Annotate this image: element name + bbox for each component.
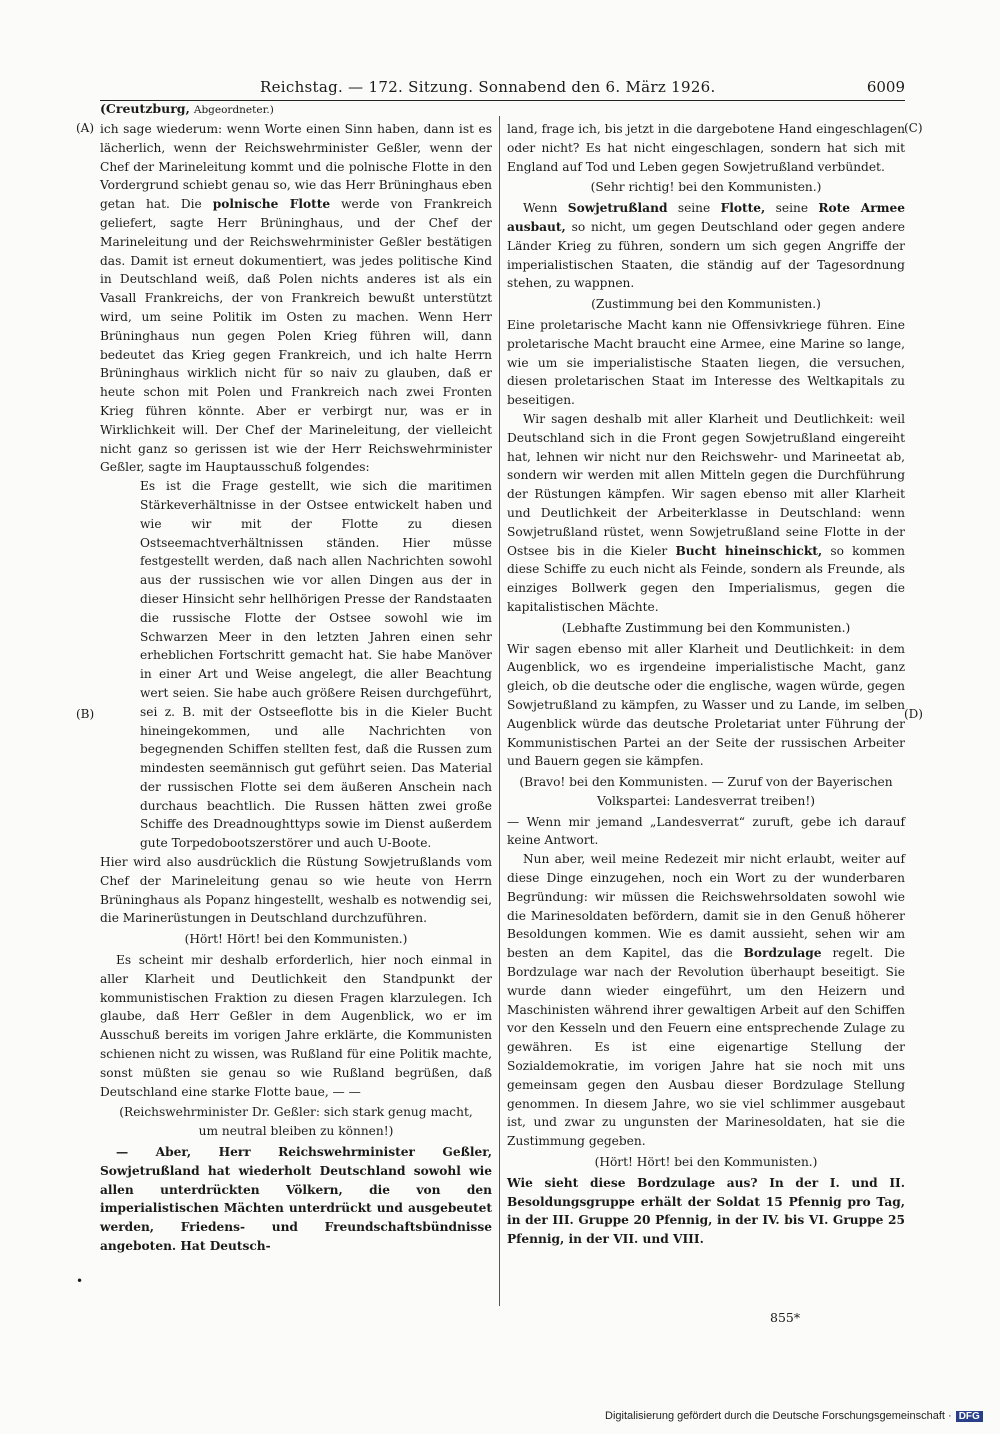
- speaker-name: (Creutzburg,: [100, 101, 190, 116]
- paragraph: Es scheint mir deshalb erforderlich, hier noch einmal in aller Klarheit und Deutlichkeit den Standpunkt der kommunistischen Fraktion zu diesen Fragen klarzulegen. Ich glaube, daß Herr Geßler in dem Augenblick, wo er im Ausschuß bereits im vorigen Jahre erklärte, die Kommunisten schienen nicht zu wissen, was Rußland für eine Politik machte, sonst müßten sie genau so wie Rußland begrüßen, daß Deutschland eine starke Flotte baue, — —: [100, 953, 492, 1099]
- interjection: (Sehr richtig! bei den Kommunisten.): [590, 180, 822, 195]
- text-run: so kommen diese Schiffe zu euch nicht als Feinde, sondern als Freunde, als einziges Bollwerk gegen den Imperialismus, gegen die kapitalistischen Mächte.: [507, 543, 905, 614]
- paragraph: [507, 410, 905, 617]
- text-run: seine: [677, 201, 711, 216]
- sheet-signature: 855*: [770, 1310, 801, 1325]
- emphasis: polnische Flotte: [212, 197, 331, 212]
- footer-text: Digitalisierung gefördert durch die Deutsche Forschungsgemeinschaft ·: [605, 1410, 952, 1422]
- right-column: [507, 120, 905, 1249]
- margin-dot: •: [76, 1274, 84, 1288]
- page-header: [100, 78, 905, 101]
- emphasis: Flotte,: [720, 201, 766, 216]
- emphasis: Sowjetrußland: [567, 201, 668, 216]
- interjection: (Hört! Hört! bei den Kommunisten.): [184, 932, 408, 947]
- header-title: Reichstag. — 172. Sitzung. Sonnabend den 6. März 1926.: [260, 78, 716, 96]
- text-run: werde von Frankreich geliefert, sagte Herr Brüninghaus, und der Chef der Marineleitung und der Reichswehrminister Geßler bestätigen das. Damit ist erneut dokumentiert, was jedes politische Kind in Deutschland weiß, daß Polen nichts anderes ist als ein Vasall Frankreichs, der von Frankreich bewußt unterstützt wird, um seine Politik im Osten zu machen. Wenn Herr Brüninghaus nun gegen Polen Krieg führen will, dann bedeutet das Krieg gegen Frankreich, und ich halte Herrn Brüninghaus wirklich nicht für so naiv zu glauben, daß er heute schon mit Polen und Frankreich nach zwei Fronten Krieg führen könnte. Aber er verbirgt nur, was er in Wirklichkeit will. Der Chef der Marineleitung, der vielleicht nicht ganz so gerissen ist wie der Herr Reichswehrminister Geßler, sagte im Hauptausschuß folgendes:: [100, 197, 492, 475]
- paragraph: Hier wird also ausdrücklich die Rüstung Sowjetrußlands vom Chef der Marineleitung genau so wie heute von Herrn Brüninghaus als Popanz hingestellt, weshalb es notwendig sei, die Marinerüstungen in Deutschland durchzuführen.: [100, 855, 492, 926]
- paragraph: [100, 120, 492, 477]
- interjection: (Hört! Hört! bei den Kommunisten.): [594, 1155, 818, 1170]
- text-run: regelt. Die Bordzulage war nach der Revolution überhaupt beseitigt. Sie wurde dann wieder eingeführt, um den Heizern und Maschinisten während ihrer gewaltigen Arbeit auf den Schiffen vor den Kesseln und den Feuern eine entsprechende Zulage zu gewähren. Es ist eine eigenartige Stellung der Sozialdemokratie, im vorigen Jahre hat sie noch mit uns gemeinsam gegen den Ausbau dieser Bordzulage Stellung genommen. In diesem Jahre, wo sie viel schlimmer ausgebaut ist, und zwar zu ungunsten der Marinesoldaten, hat sie die Zustimmung gegeben.: [507, 946, 906, 1149]
- paragraph: — Aber, Herr Reichswehrminister Geßler, Sowjetrußland hat wiederholt Deutschland sowohl wie allen unterdrückten Völkern, die von den imperialistischen Mächten unterdrückt und ausgebeutet werden, Friedens- und Freundschaftsbündnisse angeboten. Hat Deutsch-: [100, 1145, 492, 1254]
- paragraph: — Wenn mir jemand „Landesverrat“ zuruft, gebe ich darauf keine Antwort.: [507, 814, 905, 848]
- page-number: 6009: [866, 78, 905, 96]
- emphasis: Bordzulage: [743, 946, 822, 961]
- text-run: Wir sagen deshalb mit aller Klarheit und Deutlichkeit: weil Deutschland sich in die Front gegen Sowjetrußland eingereiht hat, lehnen wir nicht nur den Reichswehr- und Marineetat ab, sondern wir werden mit allen Mitteln gegen die Durchführung der Rüstungen kämpfen. Wir sagen ebenso mit aller Klarheit und Deutlichkeit der Arbeiterklasse in Deutschland: wenn Sowjetrußland rüstet, wenn Sowjetrußland seine Flotte in der Ostsee bis in die Kieler: [507, 411, 905, 558]
- speaker-label: [100, 101, 274, 116]
- text-run: seine: [775, 201, 809, 216]
- margin-mark-a: (A): [76, 121, 95, 135]
- text-run: so nicht, um gegen Deutschland oder gegen andere Länder Krieg zu führen, sondern um sich gegen Angriffe der imperialistischen Staaten, die ständig auf der Tagesordnung stehen, zu wappnen.: [507, 219, 906, 291]
- speaker-role: Abgeordneter.): [193, 104, 274, 116]
- paragraph: [507, 850, 905, 1151]
- column-divider: [499, 116, 500, 1306]
- dfg-logo: DFG: [956, 1411, 983, 1422]
- text-run: Nun aber, weil meine Redezeit mir nicht erlaubt, weiter auf diese Dinge einzugehen, noch ein Wort zu der wunderbaren Begründung: wir müssen die Reichswehrsoldaten sowohl wie die Marinesoldaten befördern, damit sie in den Genuß höherer Besoldungen kommen. Wie es damit aussieht, sehen wir am besten an dem Kapitel, das die: [507, 852, 905, 961]
- paragraph: land, frage ich, bis jetzt in die dargebotene Hand eingeschlagen oder nicht? Es hat nicht eingeschlagen, sondern hat sich mit England auf Tod und Leben gegen Sowjetrußland verbündet.: [507, 122, 905, 174]
- footer-credit: [605, 1410, 983, 1422]
- interjection: (Zustimmung bei den Kommunisten.): [591, 297, 821, 312]
- left-column: [100, 120, 492, 1256]
- emphasis: Rote Armee ausbaut,: [507, 201, 906, 234]
- margin-mark-b: (B): [76, 707, 95, 721]
- margin-mark-d: (D): [904, 707, 923, 721]
- paragraph: Wie sieht diese Bordzulage aus? In der I. und II. Besoldungsgruppe erhält der Soldat 15 Pfennig pro Tag, in der III. Gruppe 20 Pfennig, in der IV. bis VI. Gruppe 25 Pfennig, in der VII. und VIII.: [507, 1175, 905, 1247]
- interjection: (Reichswehrminister Dr. Geßler: sich stark genug macht, um neutral bleiben zu können!): [119, 1105, 473, 1139]
- paragraph: Wir sagen ebenso mit aller Klarheit und Deutlichkeit: in dem Augenblick, wo es irgendeine imperialistische Macht, ganz gleich, ob die deutsche oder die englische, wagen würde, gegen Sowjetrußland zu kämpfen, zu Wasser und zu Lande, im selben Augenblick würde das deutsche Proletariat unter Führung der Kommunistischen Partei an der Seite der russischen Arbeiter und Bauern gegen sie kämpfen.: [507, 641, 905, 769]
- margin-mark-c: (C): [904, 121, 923, 135]
- text-run: ich sage wiederum: wenn Worte einen Sinn haben, dann ist es lächerlich, wenn der Reichswehrminister Geßler, wenn der Chef der Marineleitung kommt und die polnische Flotte in den Vordergrund schiebt genau so, wie das Herr Brüninghaus eben getan hat. Die: [100, 122, 492, 212]
- interjection: (Lebhafte Zustimmung bei den Kommunisten.): [561, 620, 851, 635]
- text-run: Wenn: [523, 201, 558, 216]
- block-quote: Es ist die Frage gestellt, wie sich die maritimen Stärkeverhältnisse in der Ostsee entwickelt haben und wie wir mit der Flotte zu diesen Ostseemachtverhältnissen ständen. Hier müsse festgestellt werden, daß nach allen Nachrichten sowohl aus der russischen wie vor allen Dingen aus der in dieser Hinsicht sehr hellhörigen Presse der Randstaaten die russische Flotte der Ostsee sowohl wie im Schwarzen Meer in den letzten Jahren einen sehr erheblichen Fortschritt gemacht hat. Sie habe Manöver in einer Art und Weise angelegt, die aller Beachtung wert seien. Sie habe auch größere Reisen durchgeführt, sei z. B. mit der Ostseeflotte bis in die Kieler Bucht hineingekommen, und alle Nachrichten von begegnenden Schiffen stellten fest, daß die Russen zum mindesten seemännisch gut geführt seien. Das Material der russischen Flotte sei dem äußeren Anschein nach durchaus beachtlich. Die Russen hätten zwei große Schiffe des Dreadnoughttyps sowie im Dienst außerdem gute Torpedobootszerstörer und auch U-Boote.: [140, 479, 492, 851]
- emphasis: Bucht hineinschickt,: [675, 543, 823, 558]
- paragraph: [507, 199, 905, 293]
- paragraph: Eine proletarische Macht kann nie Offensivkriege führen. Eine proletarische Macht braucht eine Armee, eine Marine so lange, wie um sie imperialistische Staaten liegen, die versuchen, diesen proletarischen Staat im Interesse des Weltkapitals zu beseitigen.: [507, 317, 905, 408]
- interjection: (Bravo! bei den Kommunisten. — Zuruf von der Bayerischen Volkspartei: Landesverrat treiben!): [519, 775, 893, 808]
